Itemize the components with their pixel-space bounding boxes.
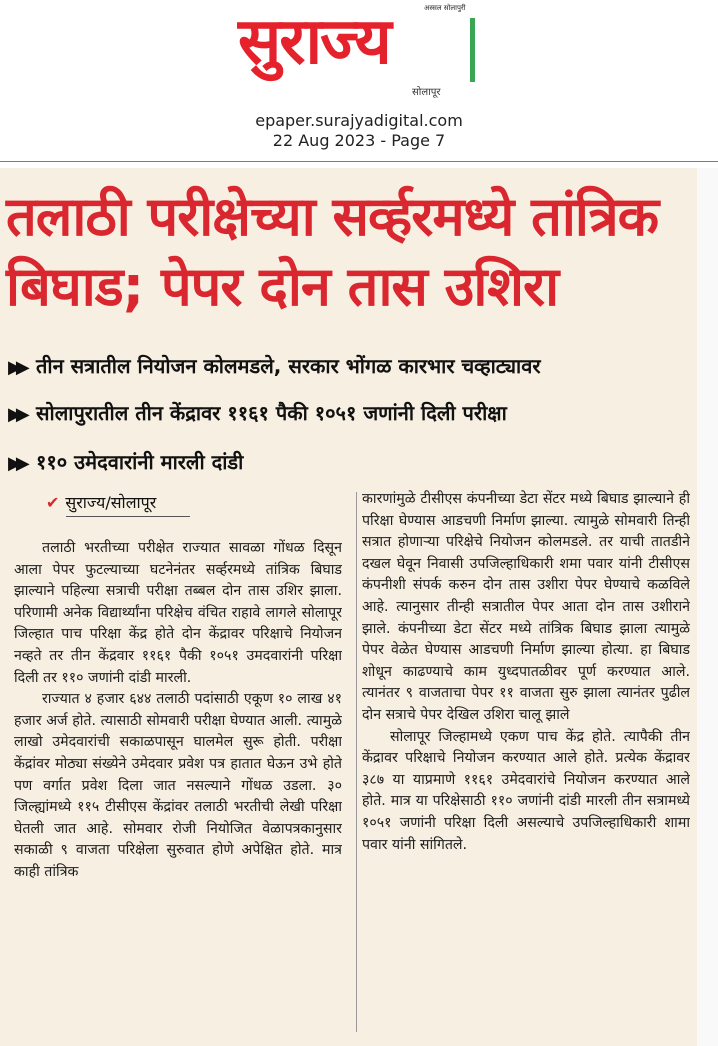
byline-text: सुराज्य/सोलापूर — [65, 493, 157, 512]
column-divider — [356, 492, 357, 1032]
article-paragraph: राज्यात ४ हजार ६४४ तलाठी पदांसाठी एकूण १० लाख ४१ हजार अर्ज होते. त्यासाठी सोमवारी परीक्षा घेण्यात आली. त्यामुळे लाखो उमेदवारांची सकाळपासून घालमेल सुरू होती. परीक्षा केंद्रांवर मोठ्या संख्येने उमेदवार प्रवेश पत्र हातात घेऊन उभे होते पण वर्गात प्रवेश दिला जात नसल्याने गोंधळ उडला. ३० जिल्ह्यांमध्ये ११५ टीसीएस केंद्रांवर तलाठी भरतीची लेखी परिक्षा घेतली जात आहे. सोमवार रोजी नियोजित वेळापत्रकानुसार सकाळी ९ वाजता परिक्षेला सुरुवात होणे अपेक्षित होते. मात्र काही तांत्रिक — [14, 691, 342, 880]
double-arrow-icon: ▶▶ — [8, 404, 24, 425]
masthead-city: सोलापूर — [412, 87, 441, 98]
article-headline-line2: बिघाड; पेपर दोन तास उशिरा — [6, 255, 559, 318]
article-column-right — [362, 489, 690, 1041]
subhead-1 — [8, 356, 541, 377]
subhead-3 — [8, 452, 243, 473]
article-headline-line1: तलाठी परीक्षेच्या सर्व्हरमध्ये तांत्रिक — [6, 185, 659, 248]
article-paragraph: तलाठी भरतीच्या परीक्षेत राज्यात सावळा गोंधळ दिसून आला पेपर फुटल्याच्या घटनेनंतर सर्व्हरमध्ये तांत्रिक बिघाड झाल्याने पहिल्या सत्राची परीक्षा तब्बल दोन तास उशिर झाला. परिणामी अनेक विद्यार्थ्यांना परिक्षेच वंचित राहावे लागले सोलापूर जिल्हात पाच परिक्षा केंद्र होते दोन केंद्रावर परिक्षाचे नियोजन नव्हते तर तीन केंद्रवार ११६१ पैकी १०५१ उमदवारांनी परिक्षा दिली तर ११० जणांनी दांडी मारली. — [14, 540, 342, 686]
article-column-left — [14, 538, 342, 1038]
epaper-url[interactable]: epaper.surajyadigital.com — [255, 111, 463, 130]
subhead-2 — [8, 403, 507, 424]
article-paragraph: कारणांमुळे टीसीएस कंपनीच्या डेटा सेंटर मध्ये बिघाड झाल्याने ही परिक्षा घेण्यास आडचणी निर्माण झाल्या. त्यामुळे सोमवारी तिन्ही सत्रात होणाऱ्या परिक्षेचे नियोजन कोलमडले. तर याची तातडीने दखल घेवून निवासी उपजिल्हाधिकारी शमा पवार यांनी टीसीएस कंपनीशी संपर्क करुन दोन तास उशीरा पेपर घेण्याचे कळविले आहे. त्यानुसार तीन्ही सत्रातील पेपर आता दोन तास उशीराने झाले. कंपनीच्या डेटा सेंटर मध्ये तांत्रिक बिघाड झाला त्यामुळे पेपर वेळेत घेण्यास आडचणी निर्माण झाल्या होत्या. हा बिघाड शोधून काढण्याचे काम युध्दपातळीवर पूर्ण करण्यात आले. त्यानंतर ९ वाजताचा पेपर ११ वाजता सुरु झाला त्यानंतर पुढील दोन सत्राचे पेपर देखिल उशिरा चालू झाले — [362, 491, 690, 723]
surajya-logo: सुराज्य — [238, 5, 390, 79]
edition-date: 22 Aug 2023 - Page 7 — [272, 131, 446, 150]
logo-accent-bar — [470, 18, 475, 82]
subhead-text: तीन सत्रातील नियोजन कोलमडले, सरकार भोंगळ कारभार चव्हाट्यावर — [36, 354, 541, 378]
masthead-tagline: अस्सल सोलापुरी — [424, 4, 466, 12]
byline — [46, 491, 156, 513]
subhead-text: सोलापुरातील तीन केंद्रावर ११६१ पैकी १०५१ जणांनी दिली परीक्षा — [36, 401, 507, 425]
double-arrow-icon: ▶▶ — [8, 453, 24, 474]
header-divider — [0, 161, 718, 162]
subhead-text: ११० उमेदवारांनी मारली दांडी — [36, 450, 244, 474]
masthead — [0, 0, 718, 160]
double-arrow-icon: ▶▶ — [8, 357, 24, 378]
byline-underline — [66, 516, 190, 517]
article-paragraph: सोलापूर जिल्हामध्ये एकण पाच केंद्र होते. त्यापैकी तीन केंद्रावर परिक्षाचे नियोजन करण्यात आले होते. प्रत्येक केंद्रावर ३८७ या याप्रमाणे ११६१ उमेदवारांचे नियोजन करण्यात आले होते. मात्र या परिक्षेसाठी ११० जणांनी दांडी मारली तीन सत्रामध्ये १०५१ जणांनी परिक्षा दिली असल्याचे उपजिल्हाधिकारी शामा पवार यांनी सांगितले. — [362, 728, 690, 853]
page-margin — [697, 168, 718, 1046]
checkmark-icon: ✔ — [46, 493, 60, 512]
